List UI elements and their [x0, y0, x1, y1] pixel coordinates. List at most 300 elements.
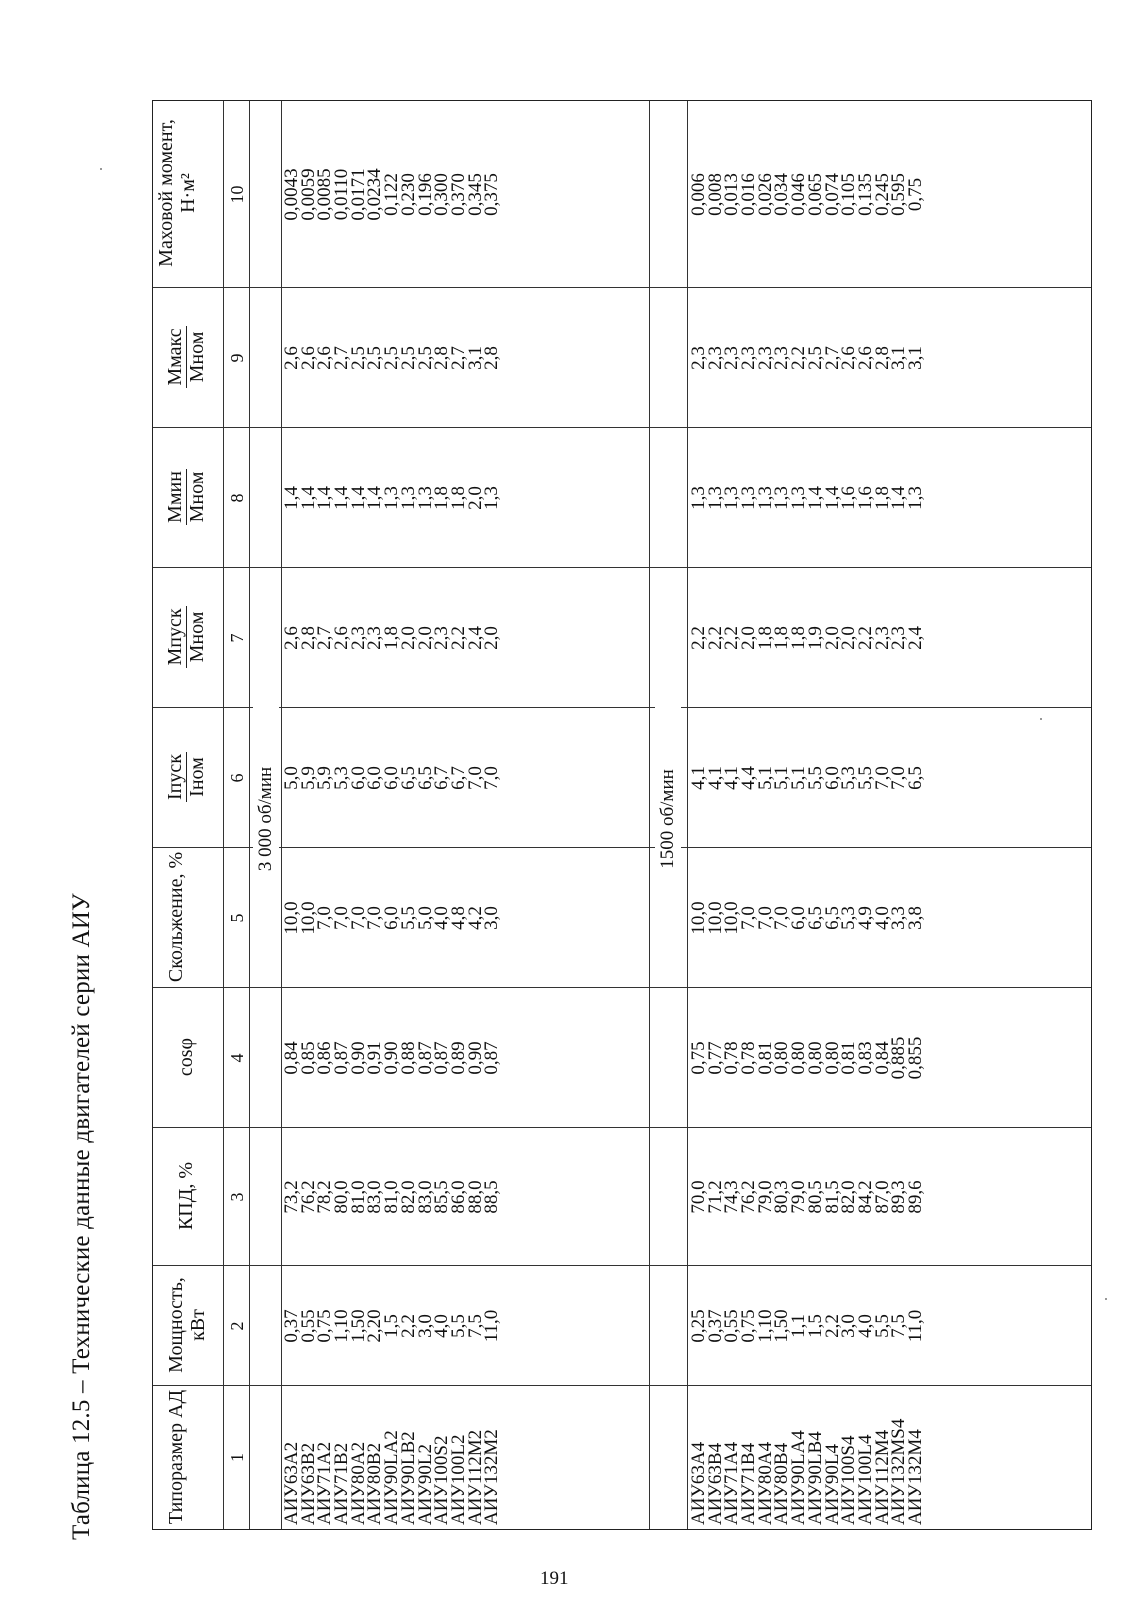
table-cell: 7,0: [888, 766, 910, 790]
table-cell: АИУ100L4: [854, 1434, 876, 1525]
table-cell: 0,595: [888, 173, 910, 216]
table-cell: 7,5: [464, 1314, 486, 1338]
table-cell: 1,1: [788, 1314, 810, 1338]
table-cell: АИУ100S4: [838, 1435, 860, 1525]
table-cell: 2,3: [347, 626, 369, 650]
table-cell: АИУ80В4: [771, 1442, 793, 1525]
table-cell: 4,1: [688, 766, 709, 790]
table-cell: 2,0: [838, 626, 860, 650]
table-cell: 0,84: [281, 1041, 302, 1075]
table-cell: 0,006: [688, 173, 709, 216]
table-cell: 0,375: [481, 173, 503, 216]
table-cell: 89,3: [888, 1180, 910, 1214]
table-cell: 2,7: [314, 626, 336, 650]
header-istart-ratio: [165, 709, 208, 845]
table-cell: 2,7: [821, 346, 843, 370]
table-cell: 11,0: [904, 1309, 926, 1343]
column-type-section-2: [688, 1389, 926, 1525]
table-cell: 1,5: [381, 1314, 403, 1338]
table-cell: 83,0: [364, 1180, 386, 1214]
table-cell: АИУ63А2: [281, 1441, 302, 1525]
table-cell: 2,2: [721, 626, 743, 650]
table-cell: 89,6: [904, 1180, 926, 1214]
table-cell: 7,0: [754, 906, 776, 930]
table-cell: АИУ80А4: [754, 1441, 776, 1525]
scan-speck: [100, 168, 102, 170]
table-cell: 0,87: [481, 1041, 503, 1075]
table-cell: 1,4: [804, 486, 826, 510]
table-cell: 2,0: [821, 626, 843, 650]
table-cell: АИУ100L2: [447, 1434, 469, 1525]
table-cell: 4,8: [447, 906, 469, 930]
column-flywheel-section-1: [281, 101, 503, 288]
table-cell: 1,4: [281, 486, 302, 510]
table-cell: 83,0: [414, 1180, 436, 1214]
table-cell: 2,5: [397, 346, 419, 370]
table-cell: 5,5: [871, 1314, 893, 1338]
table-cell: 2,5: [381, 346, 403, 370]
table-cell: 3,1: [888, 346, 910, 370]
mmax-denominator: Mном: [186, 331, 208, 383]
column-slip-section-2: [688, 848, 926, 988]
table-cell: 1,8: [754, 626, 776, 650]
table-cell: 2,0: [738, 626, 760, 650]
table-cell: 5,1: [788, 766, 810, 790]
table-cell: 81,5: [821, 1180, 843, 1214]
table-cell: 1,6: [854, 486, 876, 510]
table-cell: 0,065: [804, 173, 826, 216]
table-cell: 2,6: [281, 346, 302, 370]
col-number: 9: [227, 353, 247, 363]
table-cell: 1,3: [397, 486, 419, 510]
col-number: 2: [227, 1321, 247, 1331]
table-cell: 2,8: [871, 346, 893, 370]
col-number: 5: [227, 913, 247, 923]
table-cell: 10,0: [281, 901, 302, 935]
table-cell: 4,0: [854, 1314, 876, 1338]
table-cell: 6,0: [347, 766, 369, 790]
header-flywheel: Маховой момент, Н·м²: [155, 119, 199, 267]
table-cell: 0,85: [297, 1041, 319, 1075]
table-cell: 11,0: [481, 1309, 503, 1343]
table-cell: 1,8: [771, 626, 793, 650]
table-cell: 76,2: [738, 1180, 760, 1214]
table-cell: 1,4: [331, 486, 353, 510]
table-cell: 0,80: [804, 1041, 826, 1075]
table-cell: 5,3: [331, 766, 353, 790]
section-label-3000: 3 000 об/мин: [253, 669, 279, 969]
table-cell: 0,55: [721, 1309, 743, 1343]
table-cell: 4,0: [431, 906, 453, 930]
table-cell: АИУ112М4: [871, 1429, 893, 1525]
table-cell: 2,3: [754, 346, 776, 370]
table-cell: АИУ132М4: [904, 1429, 926, 1525]
table-cell: 0,245: [871, 173, 893, 216]
table-cell: 2,0: [481, 626, 503, 650]
table-cell: 7,0: [464, 766, 486, 790]
table-cell: 2,3: [431, 626, 453, 650]
table-cell: АИУ80В2: [364, 1442, 386, 1525]
table-cell: 1,50: [771, 1309, 793, 1343]
table-cell: 0,0234: [364, 168, 386, 221]
table-cell: 6,5: [414, 766, 436, 790]
table-cell: 0,016: [738, 173, 760, 216]
table-cell: 0,855: [904, 1036, 926, 1080]
table-cell: АИУ90LВ2: [397, 1431, 419, 1525]
column-cos-section-2: [688, 988, 926, 1128]
table-cell: 6,7: [431, 766, 453, 790]
table-cell: 79,0: [754, 1180, 776, 1214]
table-cell: 0,0059: [297, 168, 319, 221]
table-cell: 80,5: [804, 1180, 826, 1214]
table-cell: 1,4: [297, 486, 319, 510]
scan-speck: [1040, 718, 1042, 720]
column-eff-section-2: [688, 1128, 926, 1266]
table-cell: АИУ100S2: [431, 1435, 453, 1525]
table-cell: АИУ63А4: [688, 1441, 709, 1525]
table-cell: 10,0: [704, 901, 726, 935]
table-cell: 1,3: [904, 486, 926, 510]
table-cell: 10,0: [721, 901, 743, 935]
col-number: 7: [227, 633, 247, 643]
table-cell: 1,3: [704, 486, 726, 510]
table-cell: 0,345: [464, 173, 486, 216]
table-cell: АИУ112М2: [464, 1429, 486, 1525]
table-cell: 2,3: [871, 626, 893, 650]
table-cell: 0,026: [754, 173, 776, 216]
table-cell: 70,0: [688, 1180, 709, 1214]
table-cell: 2,7: [447, 346, 469, 370]
table-cell: 5,5: [447, 1314, 469, 1338]
table-cell: 2,3: [771, 346, 793, 370]
table-cell: 7,0: [871, 766, 893, 790]
table-cell: 6,5: [904, 766, 926, 790]
table-cell: 6,0: [381, 906, 403, 930]
table-cell: 0,230: [397, 173, 419, 216]
table-cell: 2,2: [397, 1314, 419, 1338]
table-cell: 0,80: [771, 1041, 793, 1075]
table-cell: 7,0: [331, 906, 353, 930]
table-cell: 4,2: [464, 906, 486, 930]
table-cell: 3,0: [481, 906, 503, 930]
table-cell: 5,0: [281, 766, 302, 790]
table-cell: 2,2: [854, 626, 876, 650]
table-cell: 7,5: [888, 1314, 910, 1338]
table-cell: АИУ71В4: [738, 1442, 760, 1525]
table-cell: 0,370: [447, 173, 469, 216]
table-cell: 2,5: [364, 346, 386, 370]
table-cell: 6,7: [447, 766, 469, 790]
table-cell: 4,9: [854, 906, 876, 930]
mstart-numerator: Mпуск: [164, 608, 186, 666]
header-rule: [223, 101, 224, 1529]
table-cell: 0,0171: [347, 168, 369, 221]
table-cell: 5,5: [804, 766, 826, 790]
table-cell: 0,88: [397, 1041, 419, 1075]
col-number: 6: [227, 773, 247, 783]
table-cell: 79,0: [788, 1180, 810, 1214]
header-cosphi: cosφ: [175, 1037, 197, 1077]
table-cell: 2,2: [788, 346, 810, 370]
table-cell: 1,8: [447, 486, 469, 510]
table-cell: 1,3: [688, 486, 709, 510]
table-cell: 2,6: [331, 626, 353, 650]
table-cell: 0,83: [854, 1041, 876, 1075]
table-cell: АИУ80А2: [347, 1441, 369, 1525]
table-cell: 5,1: [771, 766, 793, 790]
table-cell: 80,0: [331, 1180, 353, 1214]
table-cell: 84,2: [854, 1180, 876, 1214]
table-cell: 4,0: [431, 1314, 453, 1338]
table-cell: 1,50: [347, 1309, 369, 1343]
table-cell: 2,7: [331, 346, 353, 370]
table-cell: 1,10: [331, 1309, 353, 1343]
table-cell: 7,0: [364, 906, 386, 930]
table-cell: 5,1: [754, 766, 776, 790]
table-cell: 1,3: [771, 486, 793, 510]
table-cell: АИУ63В4: [704, 1442, 726, 1525]
table-cell: 1,8: [871, 486, 893, 510]
table-cell: 0,84: [871, 1041, 893, 1075]
table-cell: 6,0: [364, 766, 386, 790]
table-cell: АИУ132МS4: [888, 1418, 910, 1525]
table-cell: 0,90: [381, 1041, 403, 1075]
column-mstart-section-1: [281, 568, 503, 708]
table-cell: 2,6: [314, 346, 336, 370]
table-cell: 2,4: [464, 626, 486, 650]
table-cell: 0,87: [431, 1041, 453, 1075]
table-cell: 5,5: [397, 906, 419, 930]
table-cell: 0,75: [738, 1309, 760, 1343]
table-cell: 0,074: [821, 173, 843, 216]
table-cell: 1,4: [888, 486, 910, 510]
column-cos-section-1: [281, 988, 503, 1128]
table-cell: 2,6: [281, 626, 302, 650]
table-cell: 0,55: [297, 1309, 319, 1343]
table-cell: 78,2: [314, 1180, 336, 1214]
col-number: 4: [227, 1053, 247, 1063]
header-mmax-ratio: [165, 289, 208, 425]
table-cell: 2,0: [414, 626, 436, 650]
table-cell: 1,6: [838, 486, 860, 510]
table-cell: 3,3: [888, 906, 910, 930]
column-mmin-section-1: [281, 428, 503, 568]
table-cell: 7,0: [481, 766, 503, 790]
table-cell: 2,6: [838, 346, 860, 370]
scan-speck: [1105, 1298, 1107, 1300]
table-cell: 0,37: [281, 1309, 302, 1343]
table-cell: АИУ90L4: [821, 1443, 843, 1525]
motor-data-table: [152, 100, 1092, 1530]
table-cell: 0,105: [838, 173, 860, 216]
column-mstart-section-2: [688, 568, 926, 708]
table-cell: 7,0: [738, 906, 760, 930]
rotated-page: [60, 40, 1120, 1600]
table-cell: 2,8: [431, 346, 453, 370]
table-cell: 0,046: [788, 173, 810, 216]
col-number: 3: [227, 1192, 247, 1202]
header-slip: Скольжение, %: [165, 851, 187, 983]
table-cell: 1,3: [721, 486, 743, 510]
mstart-denominator: Mном: [186, 611, 208, 663]
table-cell: 1,4: [364, 486, 386, 510]
table-cell: АИУ63В2: [297, 1442, 319, 1525]
table-cell: 0,75: [314, 1309, 336, 1343]
column-type-section-1: [281, 1389, 503, 1525]
table-cell: 2,3: [888, 626, 910, 650]
table-cell: 85,5: [431, 1180, 453, 1214]
table-cell: 1,4: [821, 486, 843, 510]
mmin-denominator: Mном: [186, 471, 208, 523]
table-cell: 0,89: [447, 1041, 469, 1075]
table-cell: 1,3: [738, 486, 760, 510]
mmin-numerator: Mмин: [164, 471, 186, 523]
table-cell: 88,0: [464, 1180, 486, 1214]
table-cell: 3,1: [904, 346, 926, 370]
table-cell: 5,9: [314, 766, 336, 790]
page-number: 191: [540, 1568, 569, 1589]
table-cell: 0,90: [347, 1041, 369, 1075]
table-cell: 10,0: [297, 901, 319, 935]
table-cell: 0,008: [704, 173, 726, 216]
table-cell: 1,8: [431, 486, 453, 510]
column-mmax-section-2: [688, 288, 926, 428]
table-caption: Таблица 12.5 – Технические данные двигателей серии АИУ: [68, 893, 95, 1540]
table-cell: 4,1: [721, 766, 743, 790]
table-cell: 3,8: [904, 906, 926, 930]
table-cell: 1,4: [347, 486, 369, 510]
table-cell: 4,4: [738, 766, 760, 790]
table-cell: 0,78: [721, 1041, 743, 1075]
table-cell: 0,885: [888, 1036, 910, 1080]
table-cell: АИУ71А4: [721, 1441, 743, 1525]
table-cell: 5,5: [854, 766, 876, 790]
table-cell: 1,8: [788, 626, 810, 650]
table-cell: 0,37: [704, 1309, 726, 1343]
table-cell: 0,75: [688, 1041, 709, 1075]
table-cell: 1,3: [414, 486, 436, 510]
table-cell: 74,3: [721, 1180, 743, 1214]
table-cell: АИУ90LВ4: [804, 1431, 826, 1525]
table-cell: 0,77: [704, 1041, 726, 1075]
table-cell: 6,5: [804, 906, 826, 930]
table-cell: 0,87: [414, 1041, 436, 1075]
table-cell: 10,0: [688, 901, 709, 935]
table-cell: 82,0: [397, 1180, 419, 1214]
section2-top-rule: [649, 101, 650, 1529]
table-cell: 1,10: [754, 1309, 776, 1343]
table-cell: 2,6: [297, 346, 319, 370]
table-cell: 4,0: [871, 906, 893, 930]
header-efficiency: КПД, %: [175, 1161, 197, 1231]
table-cell: 81,0: [381, 1180, 403, 1214]
table-cell: 86,0: [447, 1180, 469, 1214]
column-eff-section-1: [281, 1128, 503, 1266]
table-cell: 1,3: [381, 486, 403, 510]
column-istart-section-2: [688, 708, 926, 848]
table-cell: 3,1: [464, 346, 486, 370]
table-cell: АИУ132М2: [481, 1429, 503, 1525]
table-cell: АИУ71В2: [331, 1442, 353, 1525]
table-cell: 2,3: [364, 626, 386, 650]
table-cell: 7,0: [347, 906, 369, 930]
column-mmin-section-2: [688, 428, 926, 568]
table-cell: 1,8: [381, 626, 403, 650]
table-cell: 6,5: [821, 906, 843, 930]
table-cell: 80,3: [771, 1180, 793, 1214]
table-cell: 82,0: [838, 1180, 860, 1214]
table-cell: 0,135: [854, 173, 876, 216]
table-cell: АИУ71А2: [314, 1441, 336, 1525]
table-cell: 2,6: [854, 346, 876, 370]
col-number: 8: [227, 493, 247, 503]
table-cell: 5,0: [414, 906, 436, 930]
table-cell: 2,0: [464, 486, 486, 510]
table-cell: 6,0: [381, 766, 403, 790]
istart-numerator: Iпуск: [164, 754, 186, 800]
table-cell: 5,3: [838, 766, 860, 790]
table-cell: 7,0: [314, 906, 336, 930]
table-cell: 0,013: [721, 173, 743, 216]
table-cell: 5,9: [297, 766, 319, 790]
table-cell: 6,0: [788, 906, 810, 930]
table-cell: 81,0: [347, 1180, 369, 1214]
column-flywheel-section-2: [688, 101, 926, 288]
header-mstart-ratio: [165, 569, 208, 705]
table-cell: 2,8: [297, 626, 319, 650]
section-label-1500: 1500 об/мин: [655, 669, 681, 969]
column-istart-section-1: [281, 708, 503, 848]
table-cell: 1,3: [754, 486, 776, 510]
table-cell: 2,5: [414, 346, 436, 370]
table-cell: 0,81: [754, 1041, 776, 1075]
table-cell: 0,122: [381, 173, 403, 216]
table-cell: 2,2: [821, 1314, 843, 1338]
table-cell: 87,0: [871, 1180, 893, 1214]
col-number: 10: [227, 185, 247, 204]
table-cell: 2,3: [738, 346, 760, 370]
table-cell: 4,1: [704, 766, 726, 790]
table-cell: 3,0: [414, 1314, 436, 1338]
table-cell: 0,81: [838, 1041, 860, 1075]
header-type: Типоразмер АД: [165, 1389, 187, 1525]
table-cell: 0,0085: [314, 168, 336, 221]
table-cell: 0,91: [364, 1041, 386, 1075]
table-cell: 2,0: [397, 626, 419, 650]
table-cell: 0,78: [738, 1041, 760, 1075]
header-power: Мощность, кВт: [165, 1277, 209, 1373]
col-number: 1: [227, 1453, 247, 1462]
header-mmin-ratio: [165, 429, 208, 565]
table-cell: 2,5: [804, 346, 826, 370]
table-cell: 0,75: [904, 177, 926, 212]
mmax-numerator: Mмакс: [164, 328, 186, 386]
table-cell: 2,3: [704, 346, 726, 370]
table-cell: 71,2: [704, 1180, 726, 1214]
table-cell: 1,5: [804, 1314, 826, 1338]
table-cell: 0,86: [314, 1041, 336, 1075]
table-cell: 1,9: [804, 626, 826, 650]
table-cell: 2,2: [704, 626, 726, 650]
table-cell: 88,5: [481, 1180, 503, 1214]
table-cell: 0,034: [771, 173, 793, 216]
table-cell: АИУ90L2: [414, 1443, 436, 1525]
table-cell: 2,2: [688, 626, 709, 650]
table-cell: 3,0: [838, 1314, 860, 1338]
table-cell: 7,0: [771, 906, 793, 930]
table-cell: 0,300: [431, 173, 453, 216]
table-cell: 1,4: [314, 486, 336, 510]
